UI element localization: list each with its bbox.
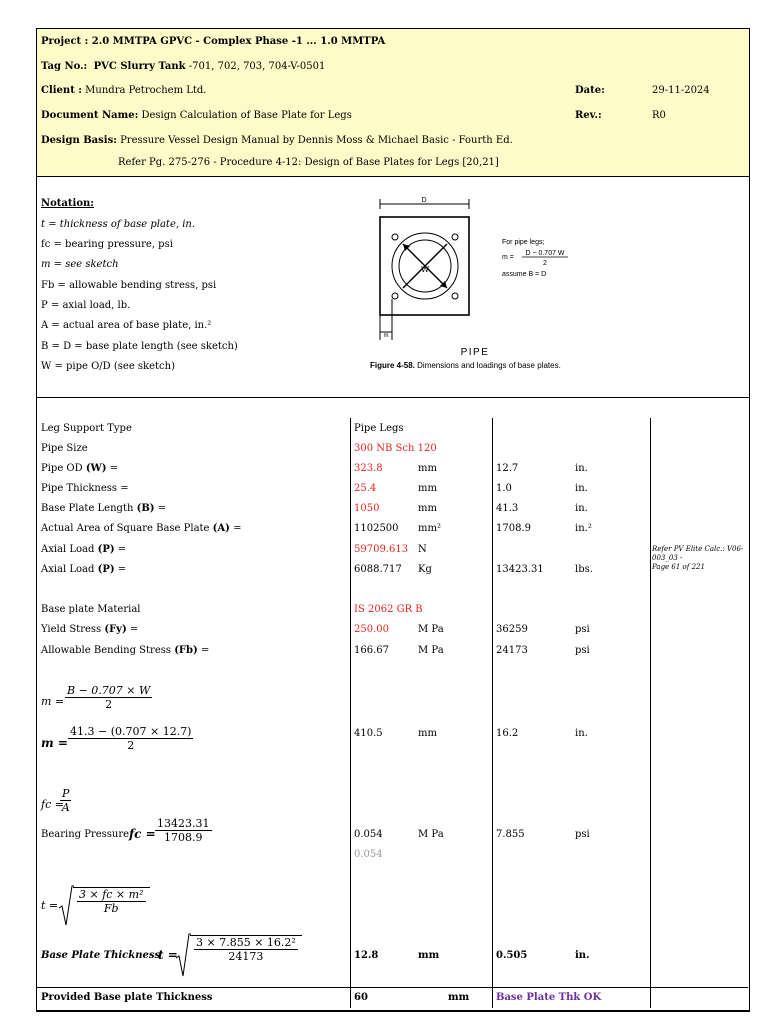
- column-divider: [350, 418, 351, 1008]
- row-label-pipe-thk: Pipe Thickness =: [41, 483, 129, 494]
- unit-axial-load-kg: Kg: [418, 564, 432, 575]
- basis-label: Design Basis:: [41, 135, 117, 146]
- label-w: W: [421, 265, 429, 274]
- figure-note-1: For pipe legs;: [502, 239, 545, 246]
- bearing-pressure-numerator: 13423.31: [157, 817, 210, 830]
- basis-value: Pressure Vessel Design Manual by Dennis Moss & Michael Basic - Fourth Ed.: [120, 135, 513, 146]
- basis-reference: Refer Pg. 275-276 - Procedure 4-12: Design of Base Plates for Legs [20,21]: [118, 157, 499, 168]
- bolt-hole: [452, 234, 458, 240]
- notation-line-p: P = axial load, lb.: [41, 300, 131, 311]
- figure-note-den: 2: [543, 260, 547, 267]
- fc-formula-lhs: fc =: [41, 798, 64, 811]
- base-plate-figure: [370, 192, 620, 368]
- notation-line-b: B = D = base plate length (see sketch): [41, 341, 238, 352]
- unit-bearing-pressure-psi: psi: [575, 829, 590, 840]
- pv-elite-remark: [652, 545, 743, 572]
- plate-thickness-denominator: 24173: [228, 950, 264, 963]
- unit-plate-length-in: in.: [575, 503, 588, 514]
- figure-note-num: D − 0.707 W: [525, 250, 565, 257]
- m-formula-denominator: 2: [105, 698, 113, 711]
- header-block: [36, 28, 750, 177]
- plate-thickness-fraction: [190, 935, 302, 963]
- value-plate-material: IS 2062 GR B: [354, 604, 423, 615]
- figure-caption: [370, 361, 561, 370]
- value-bearing-pressure-mpa: 0.054: [354, 829, 383, 840]
- bolt-hole: [452, 293, 458, 299]
- unit-m-in: in.: [575, 728, 588, 739]
- value-plate-area-mm: 1102500: [354, 523, 399, 534]
- value-pipe-thk-in: 1.0: [496, 483, 512, 494]
- row-label-plate-material: Base plate Material: [41, 604, 141, 615]
- bolt-hole: [392, 293, 398, 299]
- notation-line-m: m = see sketch: [41, 259, 119, 270]
- column-divider: [492, 418, 493, 1008]
- date-value: 29-11-2024: [652, 85, 710, 96]
- row-divider: [36, 987, 748, 988]
- fc-formula-numerator: P: [62, 787, 70, 800]
- row-label-pipe-size: Pipe Size: [41, 443, 88, 454]
- value-plate-length-in: 41.3: [496, 503, 519, 514]
- value-pipe-size: 300 NB Sch 120: [354, 443, 437, 454]
- figure-note-3: assume B = D: [502, 271, 547, 278]
- notation-line-fc: fc = bearing pressure, psi: [41, 239, 173, 250]
- remark-line-3: Page 61 of 221: [652, 563, 705, 571]
- value-pipe-od-mm: 323.8: [354, 463, 383, 474]
- m-formula-fraction: [65, 684, 152, 711]
- basis-line: [41, 135, 513, 146]
- value-plate-thickness-mm: 12.8: [354, 950, 379, 961]
- pipe-label: PIPE: [460, 347, 490, 358]
- value-pipe-od-in: 12.7: [496, 463, 519, 474]
- tag-value-bold: PVC Slurry Tank: [93, 61, 186, 72]
- rev-value: R0: [652, 110, 666, 121]
- t-formula-sqrt-sign: [58, 884, 74, 928]
- value-plate-length-mm: 1050: [354, 503, 380, 514]
- label-m: m: [383, 333, 389, 339]
- unit-plate-thickness-mm: mm: [418, 950, 440, 961]
- unit-pipe-od-in: in.: [575, 463, 588, 474]
- value-allowable-stress-mpa: 166.67: [354, 645, 389, 656]
- label-d: D: [421, 197, 427, 204]
- value-bearing-pressure-psi: 7.855: [496, 829, 525, 840]
- value-allowable-stress-psi: 24173: [496, 645, 528, 656]
- fc-formula-fraction: [60, 787, 71, 814]
- row-label-axial-load-n: Axial Load (P) =: [41, 544, 127, 555]
- value-plate-area-in: 1708.9: [496, 523, 531, 534]
- unit-m-mm: mm: [418, 728, 437, 739]
- notation-line-w: W = pipe O/D (see sketch): [41, 361, 175, 372]
- unit-axial-load-n: N: [418, 544, 427, 555]
- tag-label: Tag No.:: [41, 61, 88, 72]
- plate-thickness-lhs: t =: [158, 948, 178, 962]
- remark-line-2: 003_03 -: [652, 554, 683, 562]
- value-axial-load-n: 59709.613: [354, 544, 409, 555]
- m-calc-denominator: 2: [127, 739, 135, 752]
- date-label: Date:: [575, 85, 605, 96]
- unit-plate-area-mm: mm²: [418, 523, 441, 534]
- t-formula-numerator: 3 × fc × m²: [79, 888, 144, 901]
- figure-caption-number: Figure 4-58.: [370, 361, 415, 370]
- value-m-mm: 410.5: [354, 728, 383, 739]
- plate-thickness-label: Base Plate Thickness: [41, 950, 161, 961]
- unit-bearing-pressure-mpa: M Pa: [418, 829, 444, 840]
- row-label-plate-length: Base Plate Length (B) =: [41, 503, 167, 514]
- unit-yield-stress-psi: psi: [575, 624, 590, 635]
- value-plate-thickness-in: 0.505: [496, 950, 528, 961]
- row-label-pipe-od: Pipe OD (W) =: [41, 463, 119, 474]
- unit-allowable-stress-psi: psi: [575, 645, 590, 656]
- client-line: [41, 85, 207, 96]
- tag-value: -701, 702, 703, 704-V-0501: [185, 61, 326, 72]
- notation-title: Notation:: [41, 198, 94, 209]
- client-value: Mundra Petrochem Ltd.: [85, 85, 207, 96]
- value-pipe-thk-mm: 25.4: [354, 483, 377, 494]
- plate-thickness-sqrt-sign: [175, 932, 191, 978]
- m-calc-lhs: m =: [41, 736, 68, 750]
- row-label-yield-stress: Yield Stress (Fy) =: [41, 624, 139, 635]
- fc-formula-denominator: A: [61, 801, 70, 814]
- t-formula-fraction: [73, 887, 150, 915]
- rev-label: Rev.:: [575, 110, 602, 121]
- bearing-pressure-denominator: 1708.9: [164, 831, 203, 844]
- unit-pipe-od-mm: mm: [418, 463, 437, 474]
- value-provided-thickness: 60: [354, 992, 368, 1003]
- value-yield-stress-psi: 36259: [496, 624, 528, 635]
- row-label-plate-area: Actual Area of Square Base Plate (A) =: [41, 523, 242, 534]
- value-bearing-pressure-check: 0.054: [354, 849, 383, 860]
- value-leg-support: Pipe Legs: [354, 423, 404, 434]
- unit-pipe-thk-mm: mm: [418, 483, 437, 494]
- bearing-pressure-fraction: [155, 817, 212, 844]
- plate-thickness-numerator: 3 × 7.855 × 16.2²: [196, 936, 296, 949]
- docname-line: [41, 110, 352, 121]
- figure-caption-text: Dimensions and loadings of base plates.: [417, 361, 561, 370]
- m-formula-lhs: m =: [41, 695, 65, 708]
- docname-label: Document Name:: [41, 110, 139, 121]
- row-label-leg-support: Leg Support Type: [41, 423, 132, 434]
- notation-line-fb: Fb = allowable bending stress, psi: [41, 280, 217, 291]
- unit-plate-thickness-in: in.: [575, 950, 590, 961]
- t-formula-lhs: t =: [41, 899, 59, 912]
- docname-value: Design Calculation of Base Plate for Legs: [141, 110, 352, 121]
- figure-note-2: m =: [502, 254, 514, 261]
- bearing-pressure-lhs: fc =: [129, 827, 156, 841]
- m-formula-numerator: B − 0.707 × W: [67, 684, 151, 697]
- unit-plate-length-mm: mm: [418, 503, 437, 514]
- unit-allowable-stress-mpa: M Pa: [418, 645, 444, 656]
- status-badge: Base Plate Thk OK: [496, 992, 602, 1003]
- value-axial-load-lbs: 13423.31: [496, 564, 544, 575]
- provided-thickness-label: Provided Base plate Thickness: [41, 992, 213, 1003]
- unit-axial-load-lbs: lbs.: [575, 564, 593, 575]
- bolt-hole: [392, 234, 398, 240]
- tag-line: [41, 61, 325, 72]
- unit-plate-area-in: in.²: [575, 523, 592, 534]
- value-yield-stress-mpa: 250.00: [354, 624, 389, 635]
- row-label-axial-load-kg: Axial Load (P) =: [41, 564, 127, 575]
- unit-pipe-thk-in: in.: [575, 483, 588, 494]
- value-m-in: 16.2: [496, 728, 519, 739]
- m-calc-fraction: [68, 725, 193, 752]
- value-axial-load-kg: 6088.717: [354, 564, 402, 575]
- unit-provided-thickness: mm: [448, 992, 470, 1003]
- remark-line-1: Refer PV Elite Calc.: V06-: [652, 545, 744, 553]
- unit-yield-stress-mpa: M Pa: [418, 624, 444, 635]
- bearing-pressure-label: Bearing Pressure: [41, 829, 130, 840]
- m-calc-numerator: 41.3 − (0.707 × 12.7): [70, 725, 192, 738]
- t-formula-denominator: Fb: [103, 902, 119, 915]
- client-label: Client :: [41, 85, 82, 96]
- notation-line-t: t = thickness of base plate, in.: [41, 219, 196, 230]
- row-label-allowable-stress: Allowable Bending Stress (Fb) =: [41, 645, 210, 656]
- notation-line-a: A = actual area of base plate, in.²: [41, 320, 212, 331]
- column-divider: [650, 418, 651, 1008]
- project-title: Project : 2.0 MMTPA GPVC - Complex Phase -1 ... 1.0 MMTPA: [41, 36, 386, 47]
